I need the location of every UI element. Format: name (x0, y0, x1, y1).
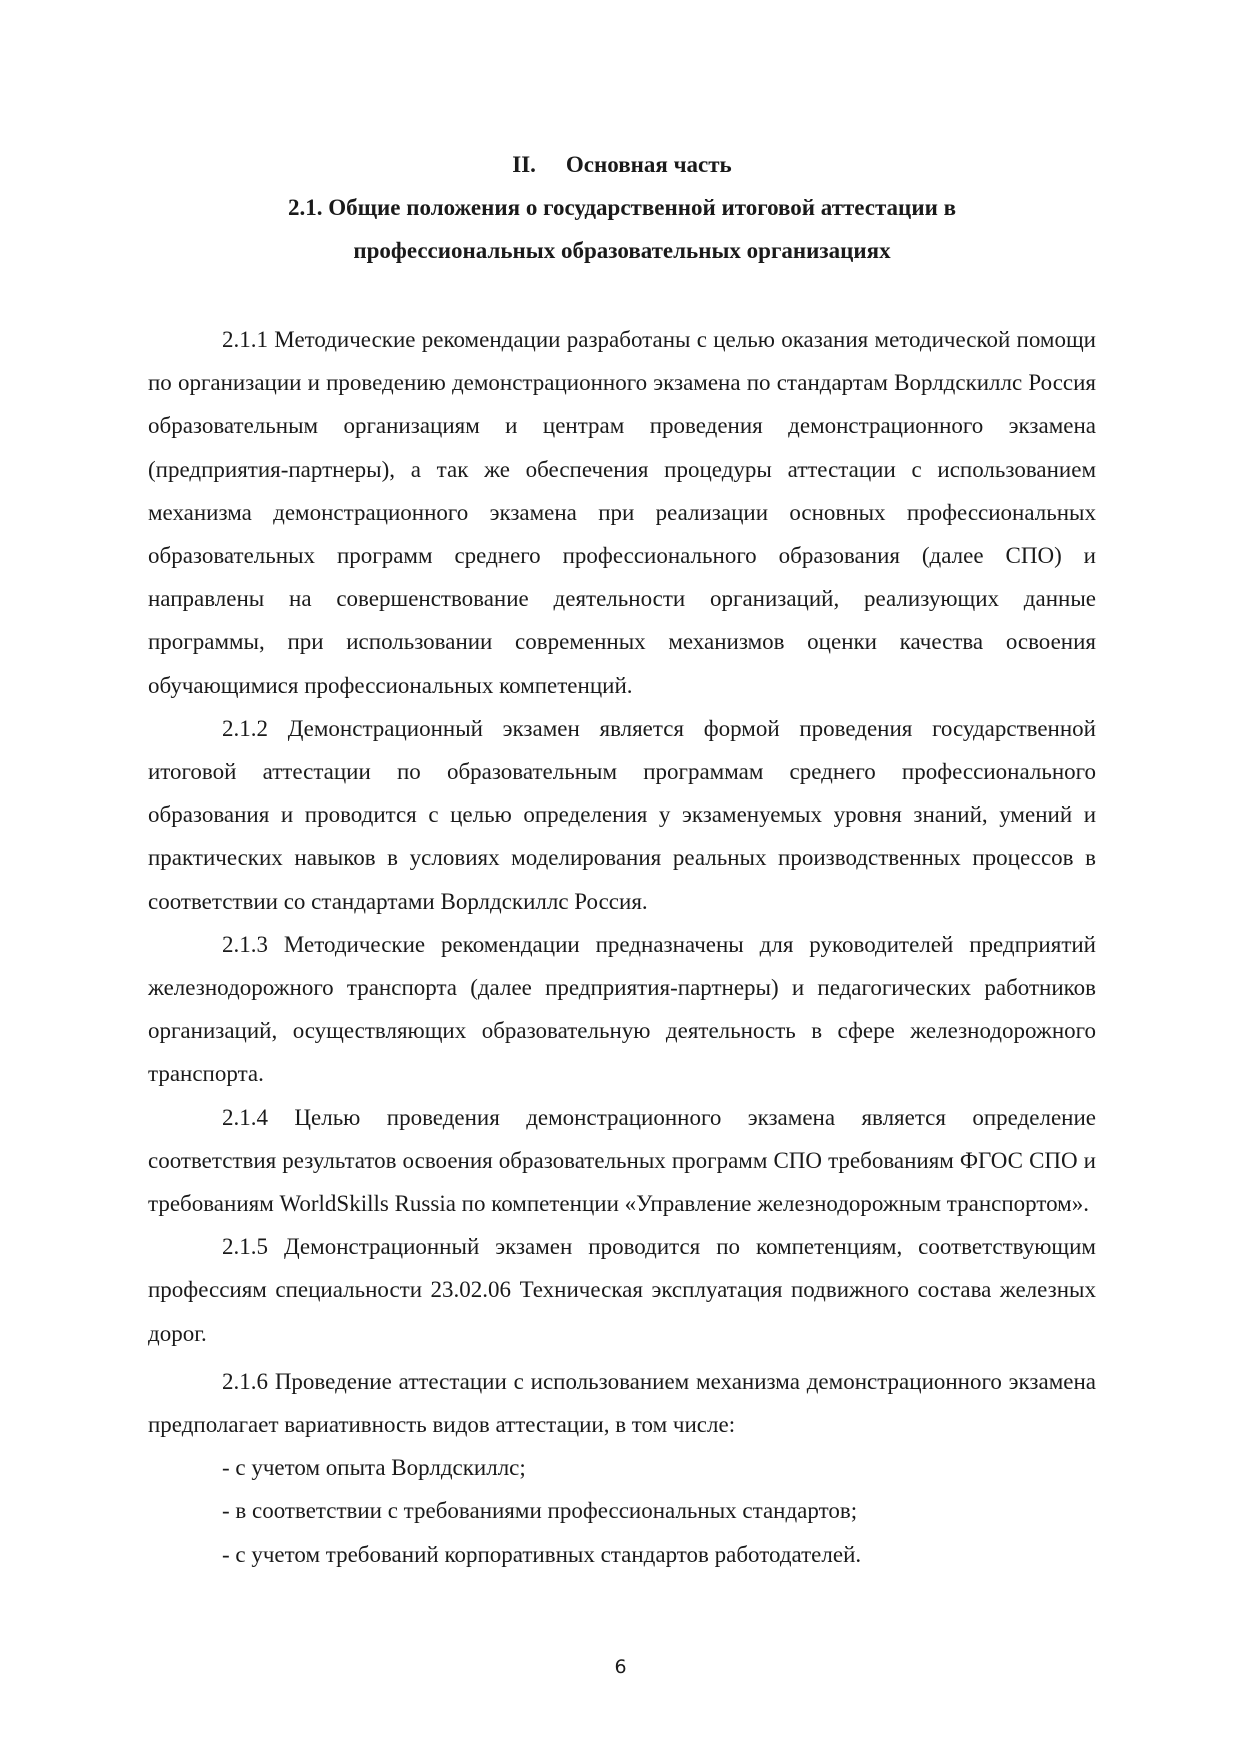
subsection-title-line2: профессиональных образовательных организациях (353, 238, 891, 263)
paragraph-2-1-6: 2.1.6 Проведение аттестации с использованием механизма демонстрационного экзамена предполагает вариативность видов аттестации, в том числе: (148, 1368, 1096, 1438)
section-heading (148, 143, 1096, 186)
list-item: - с учетом опыта Ворлдскиллс; (222, 1455, 526, 1481)
paragraph-2-1-5: 2.1.5 Демонстрационный экзамен проводится по компетенциям, соответствующим профессиям специальности 23.02.06 Техническая эксплуатация подвижного состава железных дорог. (148, 1234, 1096, 1346)
paragraph-2-1-3: 2.1.3 Методические рекомендации предназначены для руководителей предприятий железнодорожного транспорта (далее предприятия-партнеры) и педагогических работников организаций, осуществляющих образовательную деятельность в сфере железнодорожного транспорта. (148, 931, 1096, 1087)
list-item: - в соответствии с требованиями профессиональных стандартов; (222, 1498, 858, 1524)
list-item: - с учетом требований корпоративных стандартов работодателей. (222, 1541, 862, 1567)
paragraph-2-1-1: 2.1.1 Методические рекомендации разработаны с целью оказания методической помощи по организации и проведению демонстрационного экзамена по стандартам Ворлдскиллс Россия образовательным организациям и центрам проведения демонстрационного экзамена (предприятия-партнеры), а так же обеспечения процедуры аттестации с использованием механизма демонстрационного экзамена при реализации основных профессиональных образовательных программ среднего профессионального образования (далее СПО) и направлены на совершенствование деятельности организаций, реализующих данные программы, при использовании современных механизмов оценки качества освоения обучающимися профессиональных компетенций. (148, 327, 1096, 698)
section-numeral: II. (512, 152, 536, 177)
section-title: Основная часть (565, 152, 732, 177)
paragraph-2-1-2: 2.1.2 Демонстрационный экзамен является формой проведения государственной итоговой аттестации по образовательным программам среднего профессионального образования и проводится с целью определения у экзаменуемых уровня знаний, умений и практических навыков в условиях моделирования реальных производственных процессов в соответствии со стандартами Ворлдскиллс Россия. (148, 715, 1096, 914)
subsection-heading (148, 186, 1096, 272)
body-text (148, 318, 1096, 1576)
paragraph-2-1-4: 2.1.4 Целью проведения демонстрационного экзамена является определение соответствия результатов освоения образовательных программ СПО требованиям ФГОС СПО и требованиям WorldSkills Russia по компетенции «Управление железнодорожным транспортом». (148, 1104, 1096, 1217)
subsection-title-line1: 2.1. Общие положения о государственной итоговой аттестации в (288, 195, 956, 220)
page-number: 6 (614, 1656, 627, 1678)
